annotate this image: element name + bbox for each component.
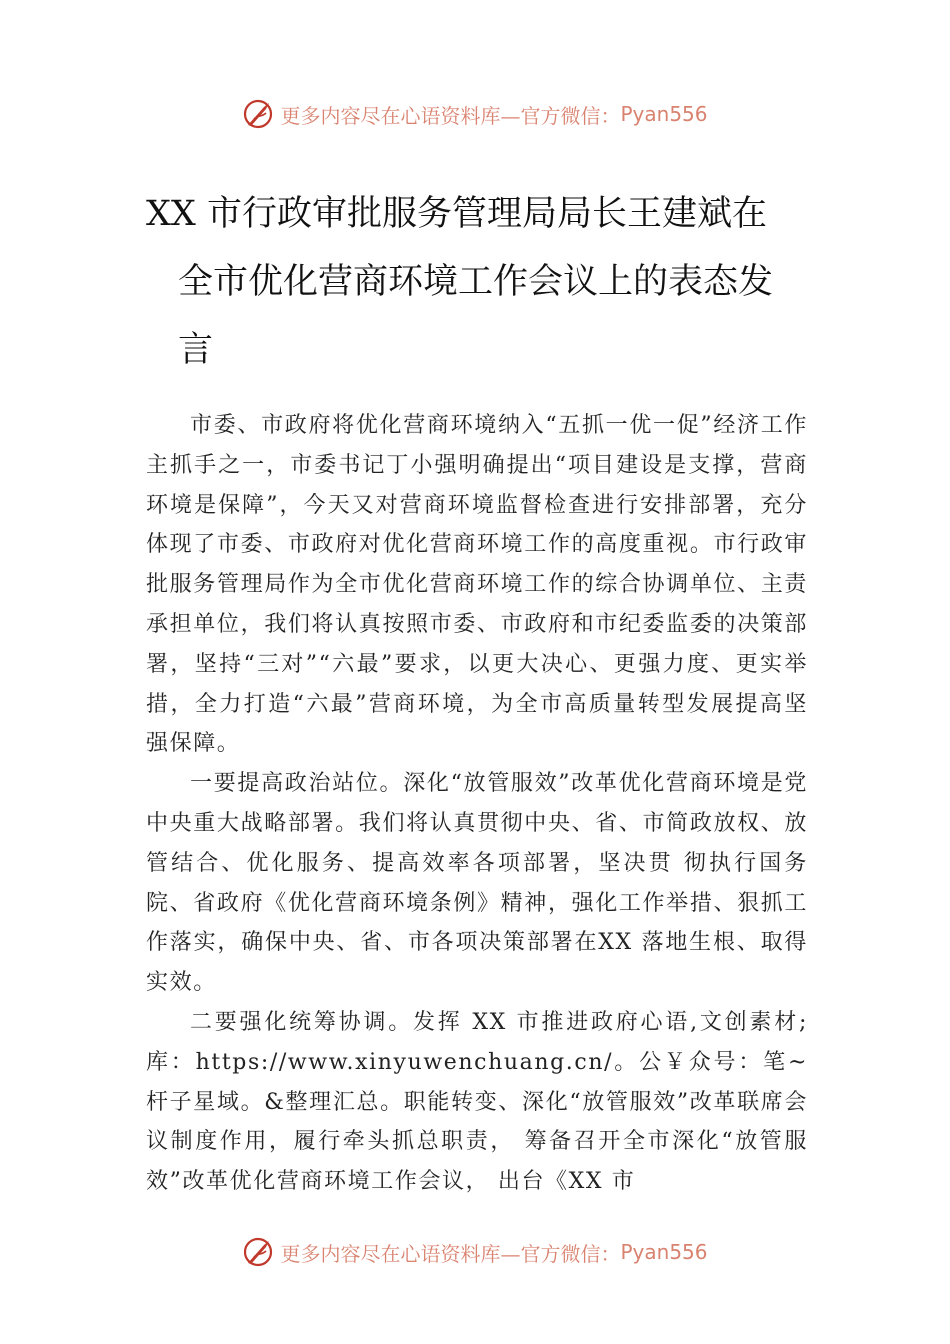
title-line-3: 言	[178, 330, 214, 370]
watermark-handle: Pyan556	[620, 1240, 708, 1264]
watermark-slogan: 更多内容尽在心语资料库—官方微信：	[280, 1241, 621, 1266]
title-line-2: 全市优化营商环境工作会议上的表态发	[178, 262, 774, 302]
document-title	[146, 180, 806, 384]
document-body	[146, 406, 808, 1202]
watermark-banner-bottom	[0, 1232, 950, 1272]
watermark-slogan: 更多内容尽在心语资料库—官方微信：	[280, 103, 621, 128]
pen-logo-icon	[242, 1235, 276, 1269]
watermark-banner-top	[0, 94, 950, 134]
paragraph-coordination: 二要强化统筹协调。发挥 XX 市推进政府心语,文创素材;库：https://www.xinyuwenchuang.cn/。公￥众号：笔~杆子星域。&整理汇总。职能转变、深化“放管服效”改革联席会议制度作用，履行牵头抓总职责， 筹备召开全市深化“放管服效”改革优化营商环境工作会议， 出台《XX 市	[146, 1009, 808, 1195]
pen-logo-icon	[242, 97, 276, 131]
watermark-handle: Pyan556	[620, 102, 708, 126]
paragraph-political-stance: 一要提高政治站位。深化“放管服效”改革优化营商环境是党中央重大战略部署。我们将认真贯彻中央、省、市简政放权、放管结合、优化服务、提高效率各项部署，坚决贯 彻执行国务院、省政府《优化营商环境条例》精神，强化工作举措、狠抓工作落实，确保中央、省、市各项决策部署在XX 落地生根、取得实效。	[146, 771, 808, 996]
title-line-1: XX 市行政审批服务管理局局长王建斌在	[146, 194, 767, 234]
paragraph-intro: 市委、市政府将优化营商环境纳入“五抓一优一促”经济工作主抓手之一，市委书记丁小强明确提出“项目建设是支撑，营商环境是保障”，今天又对营商环境监督检查进行安排部署，充分体现了市委、市政府对优化营商环境工作的高度重视。市行政审批服务管理局作为全市优化营商环境工作的综合协调单位、主责承担单位，我们将认真按照市委、市政府和市纪委监委的决策部署，坚持“三对”“六最”要求，以更大决心、更强力度、更实举措，全力打造“六最”营商环境，为全市高质量转型发展提高坚强保障。	[146, 413, 808, 757]
